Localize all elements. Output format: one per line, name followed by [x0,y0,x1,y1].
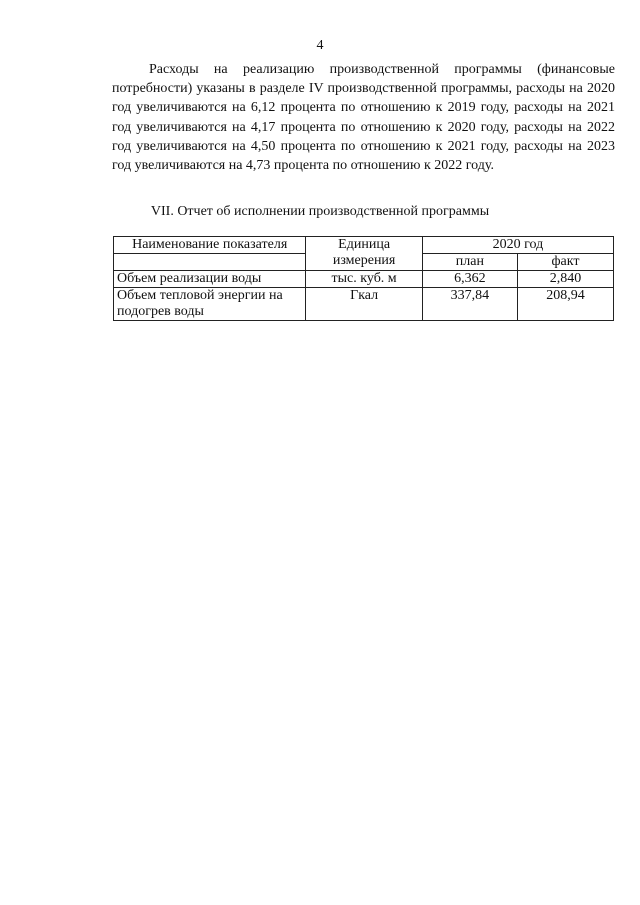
body-paragraph: Расходы на реализацию производственной программы (финансовые потребности) указаны в разделе IV производственной программы, расходы на 2020 год увеличиваются на 6,12 процента по отношению к 2019 году, расходы на 2021 год увеличиваются на 4,17 процента по отношению к 2020 году, расходы на 2022 год увеличиваются на 4,50 процента по отношению к 2021 году, расходы на 2023 год увеличиваются на 4,73 процента по отношению к 2022 году. [112,62,615,174]
header-fact: факт [517,254,613,271]
row-indicator-name: Объем тепловой энергии на подогрев воды [114,288,306,321]
table-header-row [114,237,614,254]
header-unit [306,237,422,271]
row-plan: 337,84 [422,288,517,321]
header-unit-line2: измерения [332,253,396,268]
page-number: 4 [316,38,324,53]
row-plan: 6,362 [422,271,517,288]
report-table [113,236,614,321]
header-year: 2020 год [422,237,613,254]
header-plan: план [422,254,517,271]
row-unit: Гкал [306,288,422,321]
table-row [114,271,614,288]
section-heading: VII. Отчет об исполнении производственной программы [150,204,490,219]
row-fact: 2,840 [517,271,613,288]
table-row [114,288,614,321]
header-indicator-name-continued [114,254,306,271]
header-indicator-name: Наименование показателя [114,237,306,254]
header-unit-line1: Единица [338,237,391,252]
row-unit: тыс. куб. м [306,271,422,288]
row-indicator-name: Объем реализации воды [114,271,306,288]
row-fact: 208,94 [517,288,613,321]
